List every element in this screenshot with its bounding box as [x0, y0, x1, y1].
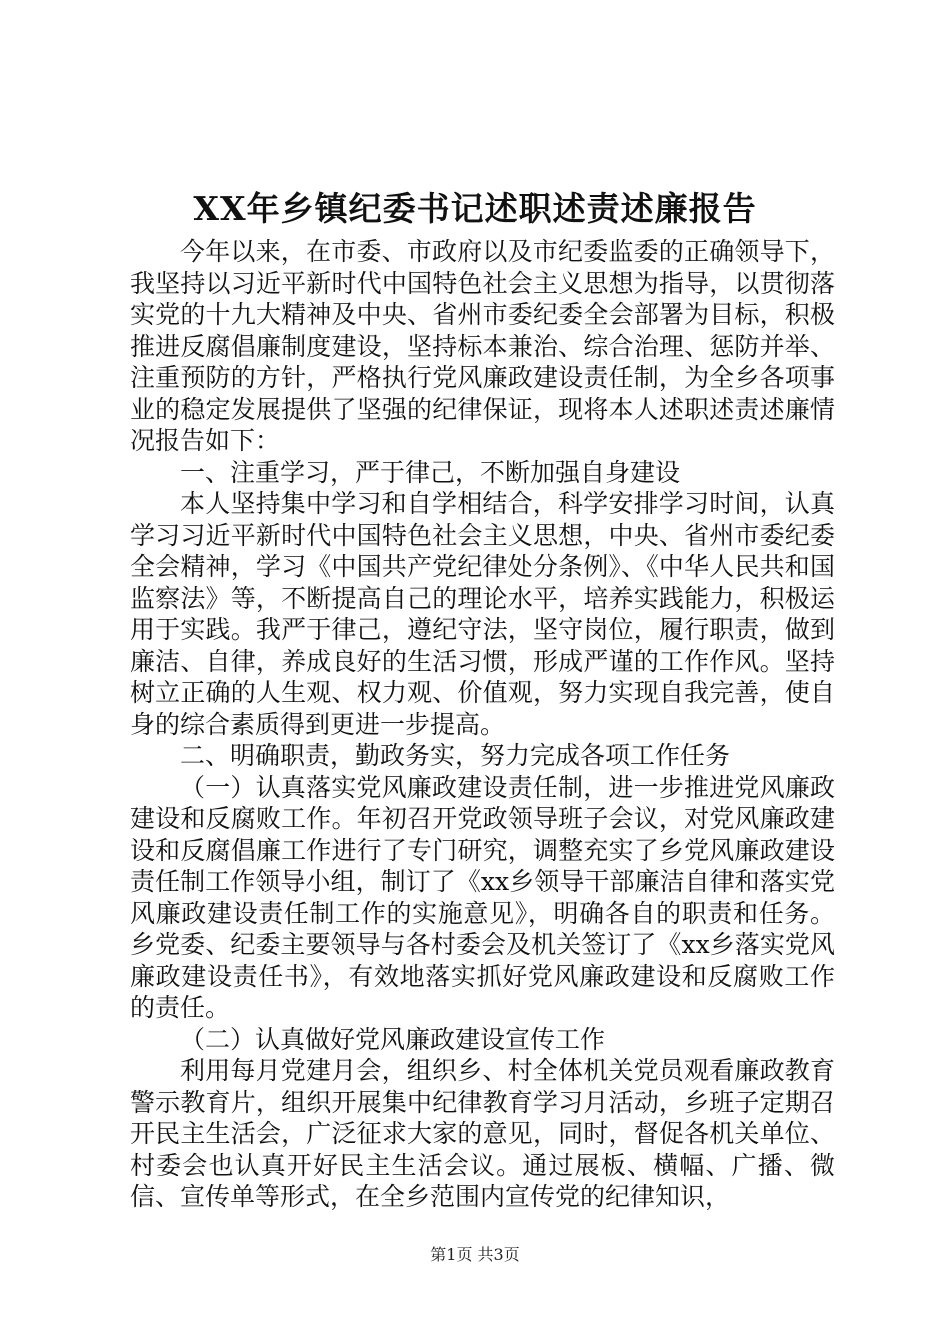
subsection-heading-2: （二）认真做好党风廉政建设宣传工作: [180, 1024, 606, 1054]
document-title: XX年乡镇纪委书记述职述责述廉报告: [193, 189, 757, 228]
subsection-2-paragraph: 利用每月党建月会，组织乡、村全体机关党员观看廉政教育警示教育片，组织开展集中纪律教育学习月活动，乡班子定期召开民主生活会，广泛征求大家的意见，同时，督促各机关单位、村委会也认真开好民主生活会议。通过展板、横幅、广播、微信、宣传单等形式，在全乡范围内宣传党的纪律知识，: [130, 1056, 835, 1211]
intro-paragraph: 今年以来，在市委、市政府以及市纪委监委的正确领导下，我坚持以习近平新时代中国特色社会主义思想为指导，以贯彻落实党的十九大精神及中央、省州市委纪委全会部署为目标，积极推进反腐倡廉制度建设，坚持标本兼治、综合治理、惩防并举、注重预防的方针，严格执行党风廉政建设责任制，为全乡各项事业的稳定发展提供了坚强的纪律保证，现将本人述职述责述廉情况报告如下：: [130, 237, 835, 455]
document-body: [130, 236, 835, 1213]
section-heading-1: 一、注重学习，严于律己，不断加强自身建设: [180, 457, 681, 487]
subsection-1-paragraph: （一）认真落实党风廉政建设责任制，进一步推进党风廉政建设和反腐败工作。年初召开党政领导班子会议，对党风廉政建设和反腐倡廉工作进行了专门研究，调整充实了乡党风廉政建设责任制工作领导小组，制订了《xx乡领导干部廉洁自律和落实党风廉政建设责任制工作的实施意见》，明确各自的职责和任务。乡党委、纪委主要领导与各村委会及机关签订了《xx乡落实党风廉政建设责任书》，有效地落实抓好党风廉政建设和反腐败工作的责任。: [130, 772, 835, 1022]
page-footer: 第1页 共3页: [430, 1245, 520, 1264]
section-1-paragraph: 本人坚持集中学习和自学相结合，科学安排学习时间，认真学习习近平新时代中国特色社会主义思想，中央、省州市委纪委全会精神，学习《中国共产党纪律处分条例》、《中华人民共和国监察法》等，不断提高自己的理论水平，培养实践能力，积极运用于实践。我严于律己，遵纪守法，坚守岗位，履行职责，做到廉洁、自律，养成良好的生活习惯，形成严谨的工作作风。坚持树立正确的人生观、权力观、价值观，努力实现自我完善，使自身的综合素质得到更进一步提高。: [130, 489, 835, 739]
section-heading-2: 二、明确职责，勤政务实，努力完成各项工作任务: [180, 741, 731, 770]
